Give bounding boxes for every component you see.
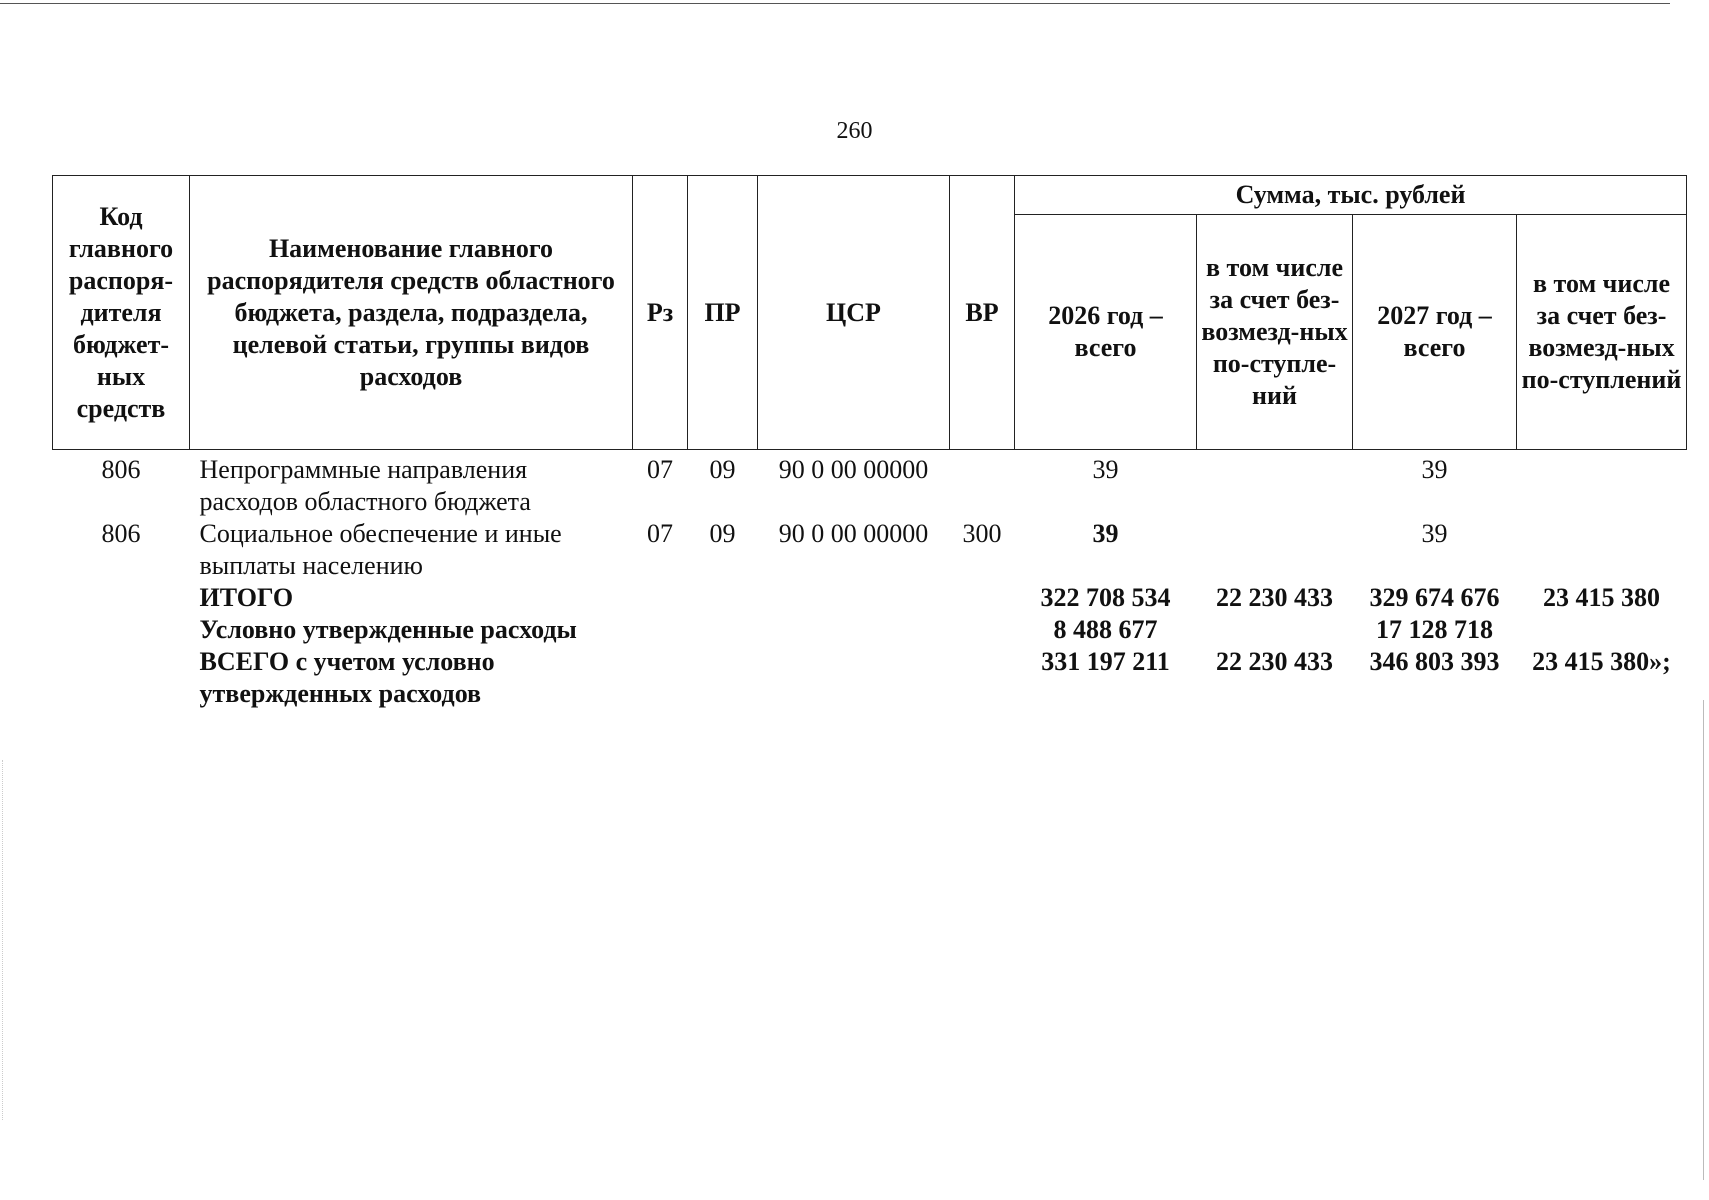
- cell-rz: 07: [647, 519, 673, 548]
- header-sum: Сумма, тыс. рублей: [1015, 176, 1687, 215]
- total-2027-gratuitous: [1517, 614, 1687, 646]
- total-2026-total: 322 708 534: [1040, 583, 1171, 612]
- total-2026-gratuitous: 22 230 433: [1216, 583, 1333, 612]
- total-label: Условно утвержденные расходы: [199, 615, 577, 644]
- total-label: ВСЕГО с учетом условно утвержденных расходов: [199, 647, 495, 708]
- header-2026-gratuitous: в том числе за счет без-возмезд-ных по-ступле-ний: [1197, 215, 1353, 450]
- top-rule: [0, 3, 1670, 4]
- cell-name: Непрограммные направления расходов областного бюджета: [199, 455, 531, 516]
- total-2027-total: 346 803 393: [1369, 647, 1500, 676]
- cell-2026-gratuitous: [1197, 518, 1353, 582]
- cell-vr: 300: [962, 519, 1002, 548]
- scan-edge-specks: [2, 760, 9, 1120]
- cell-rz: 07: [647, 455, 673, 484]
- total-2027-gratuitous: 23 415 380: [1543, 583, 1660, 612]
- header-2027-gratuitous: в том числе за счет без-возмезд-ных по-ступлений: [1517, 215, 1687, 450]
- header-pr: ПР: [688, 176, 758, 450]
- total-2026-total: 331 197 211: [1041, 647, 1170, 676]
- scan-edge-line: [1703, 700, 1704, 1180]
- cell-2027-gratuitous: [1517, 450, 1687, 519]
- total-row-conditional: [53, 614, 1687, 646]
- cell-csr: 90 0 00 00000: [778, 519, 929, 548]
- header-name: Наименование главного распорядителя средств областного бюджета, раздела, подраздела, целевой статьи, группы видов расходов: [190, 176, 633, 450]
- cell-name: Социальное обеспечение и иные выплаты населению: [199, 519, 562, 580]
- header-2027-total: 2027 год – всего: [1353, 215, 1517, 450]
- total-2026-gratuitous: 22 230 433: [1216, 647, 1333, 676]
- cell-pr: 09: [709, 519, 736, 548]
- total-2027-total: 329 674 676: [1369, 583, 1500, 612]
- cell-code: 806: [101, 455, 141, 484]
- total-2026-total: 8 488 677: [1053, 615, 1158, 644]
- header-csr: ЦСР: [758, 176, 950, 450]
- header-vr: ВР: [950, 176, 1015, 450]
- header-2026-total: 2026 год – всего: [1015, 215, 1197, 450]
- table-row: [53, 518, 1687, 582]
- cell-2027-total: 39: [1421, 455, 1448, 484]
- total-row-grand: [53, 646, 1687, 710]
- table-row: [53, 450, 1687, 519]
- cell-2027-gratuitous: [1517, 518, 1687, 582]
- header-rz: Рз: [633, 176, 688, 450]
- total-2026-gratuitous: [1197, 614, 1353, 646]
- cell-code: 806: [101, 519, 141, 548]
- cell-pr: 09: [709, 455, 736, 484]
- cell-2026-total: 39: [1092, 455, 1119, 484]
- cell-csr: 90 0 00 00000: [778, 455, 929, 484]
- cell-vr: [950, 450, 1015, 519]
- total-label: ИТОГО: [199, 583, 294, 612]
- budget-table: [52, 175, 1687, 710]
- cell-2026-gratuitous: [1197, 450, 1353, 519]
- total-row-itogo: [53, 582, 1687, 614]
- cell-2026-total: 39: [1092, 519, 1119, 548]
- total-2027-total: 17 128 718: [1376, 615, 1493, 644]
- cell-2027-total: 39: [1421, 519, 1448, 548]
- header-code: Код главного распоря-дителя бюджет-ных средств: [53, 176, 190, 450]
- total-2027-gratuitous: 23 415 380»;: [1532, 647, 1671, 676]
- page-number: 260: [836, 118, 873, 144]
